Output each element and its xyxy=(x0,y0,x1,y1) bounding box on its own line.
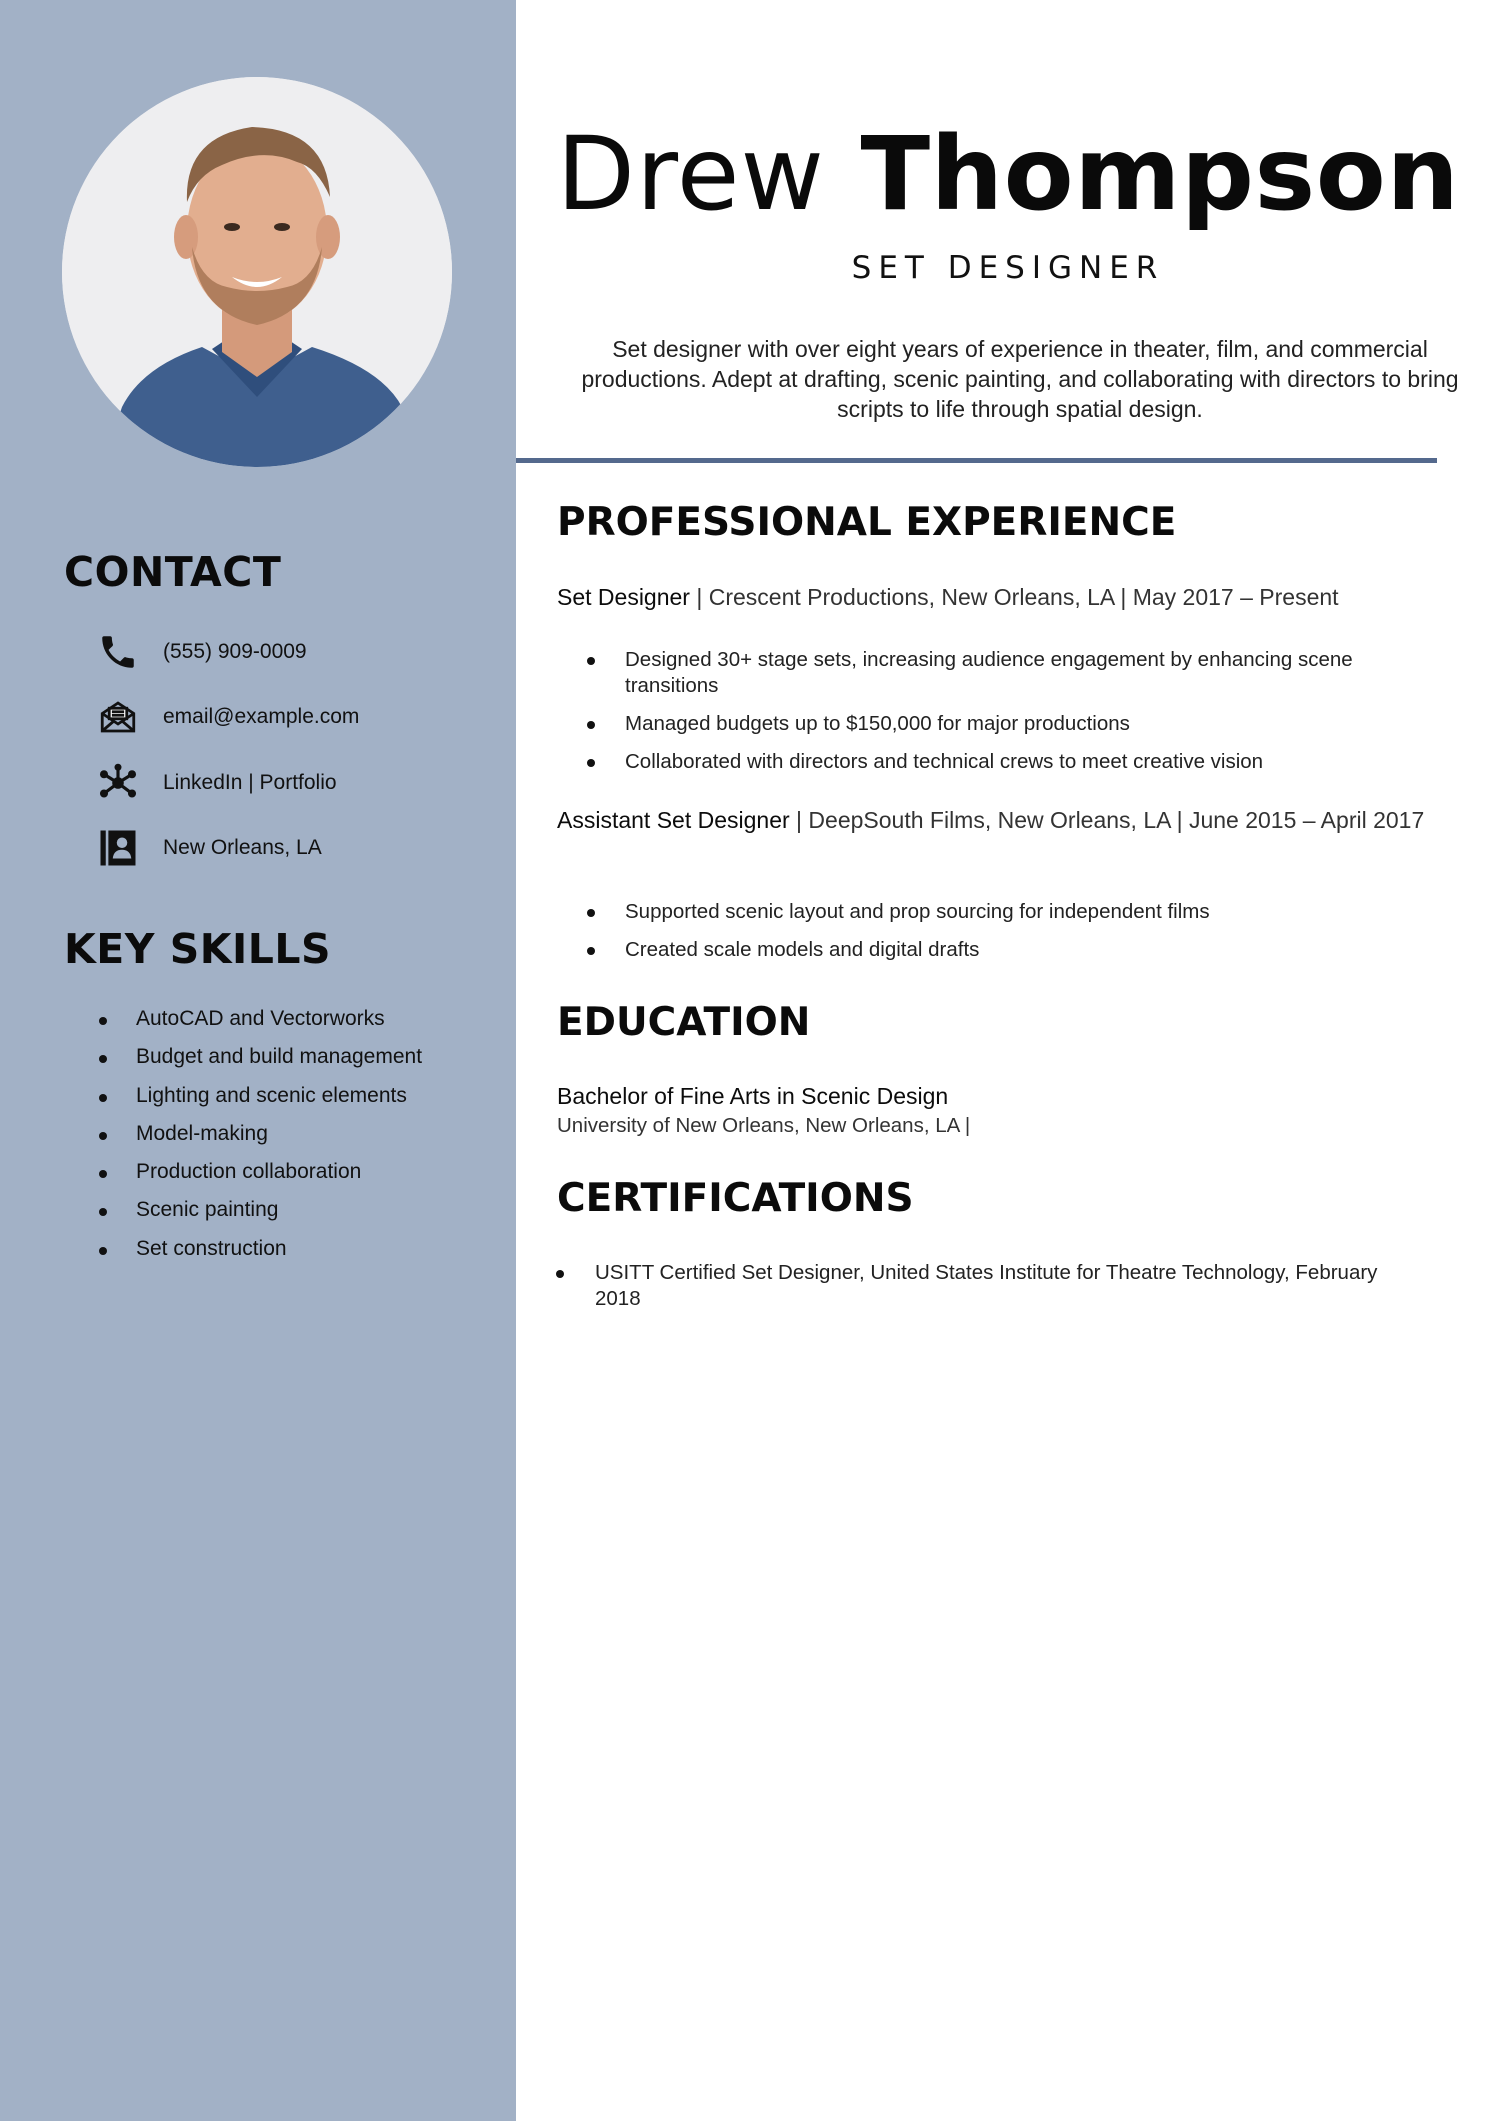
skill-item: Budget and build management xyxy=(96,1038,422,1076)
sidebar xyxy=(0,0,516,2121)
contact-email[interactable] xyxy=(96,693,359,741)
certifications-heading: CERTIFICATIONS xyxy=(557,1176,914,1221)
skill-item: Lighting and scenic elements xyxy=(96,1077,422,1115)
profile-photo xyxy=(62,77,452,467)
last-name: Thompson xyxy=(860,115,1460,234)
skill-item: Scenic painting xyxy=(96,1191,422,1229)
portrait-illustration xyxy=(62,77,452,467)
job-2-role: Assistant Set Designer xyxy=(557,807,790,833)
job-2-bullets xyxy=(585,899,1435,975)
phone-icon xyxy=(96,630,140,674)
job-2-details: | DeepSouth Films, New Orleans, LA | June 2015 – April 2017 xyxy=(789,807,1425,833)
first-name: Drew xyxy=(556,115,825,234)
education-degree: Bachelor of Fine Arts in Scenic Design xyxy=(557,1083,949,1109)
summary-text: Set designer with over eight years of experience in theater, film, and commercial productions. Adept at drafting, scenic painting, and collaborating with directors to bring scripts to life through spatial design. xyxy=(581,336,1459,422)
job-bullet: Collaborated with directors and technical crews to meet creative vision xyxy=(585,749,1435,775)
skill-item: Production collaboration xyxy=(96,1153,422,1191)
email-text: email@example.com xyxy=(163,705,360,728)
skill-item: Set construction xyxy=(96,1230,422,1268)
skills-list xyxy=(96,1000,422,1268)
phone-text: (555) 909-0009 xyxy=(163,640,307,663)
address-book-icon xyxy=(96,826,140,870)
job-bullet: Created scale models and digital drafts xyxy=(585,937,1435,963)
skill-item: Model-making xyxy=(96,1115,422,1153)
contact-location[interactable] xyxy=(96,824,322,872)
location-text: New Orleans, LA xyxy=(163,836,322,859)
network-icon xyxy=(96,761,140,805)
candidate-name xyxy=(516,115,1500,235)
certifications-list xyxy=(555,1260,1415,1312)
skill-item: AutoCAD and Vectorworks xyxy=(96,1000,422,1038)
job-bullet: Supported scenic layout and prop sourcing for independent films xyxy=(585,899,1435,925)
job-1-details: | Crescent Productions, New Orleans, LA | May 2017 – Present xyxy=(689,584,1339,610)
header-divider xyxy=(516,458,1437,463)
linkedin-text: LinkedIn | Portfolio xyxy=(163,771,337,794)
education-school: University of New Orleans, New Orleans, LA | xyxy=(557,1114,971,1137)
contact-heading: CONTACT xyxy=(64,548,282,596)
job-1-line xyxy=(557,582,1437,612)
certification-item: USITT Certified Set Designer, United States Institute for Theatre Technology, February 2018 xyxy=(555,1260,1415,1312)
job-1-bullets xyxy=(585,647,1435,787)
job-title: SET DESIGNER xyxy=(851,250,1165,286)
education-heading: EDUCATION xyxy=(557,1000,811,1045)
job-2-line xyxy=(557,805,1437,835)
skills-heading: KEY SKILLS xyxy=(64,925,332,973)
contact-linkedin[interactable] xyxy=(96,759,337,807)
job-bullet: Managed budgets up to $150,000 for major productions xyxy=(585,711,1435,737)
experience-heading: PROFESSIONAL EXPERIENCE xyxy=(557,500,1177,545)
job-bullet: Designed 30+ stage sets, increasing audience engagement by enhancing scene transitions xyxy=(585,647,1435,699)
contact-phone[interactable] xyxy=(96,628,307,676)
job-1-role: Set Designer xyxy=(557,584,690,610)
envelope-icon xyxy=(96,695,140,739)
